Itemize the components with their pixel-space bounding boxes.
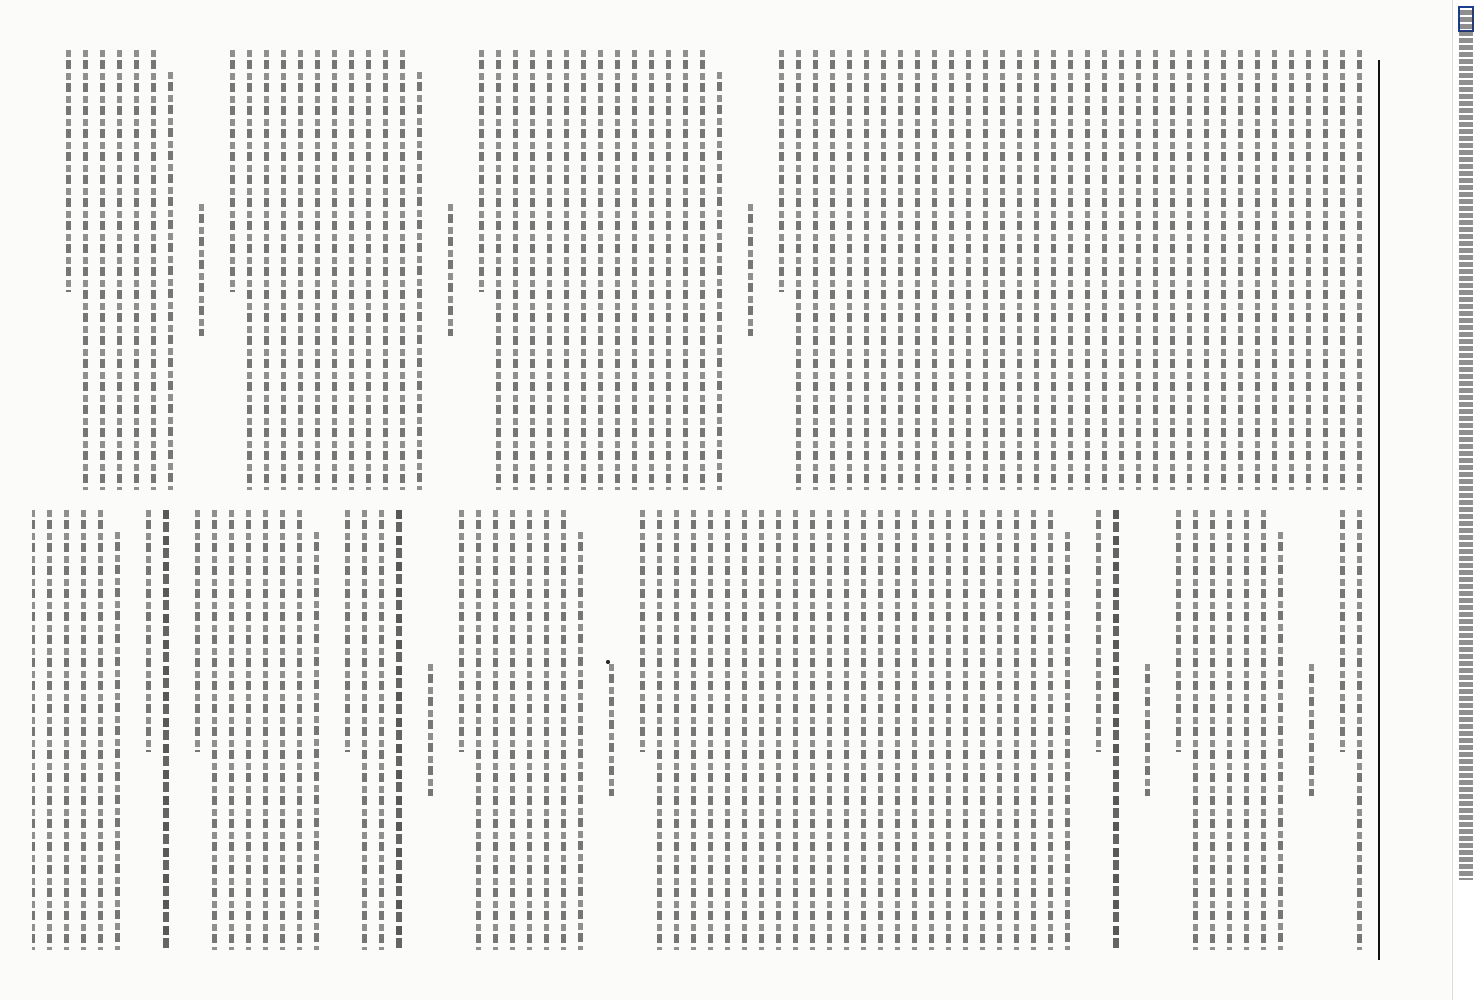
text-line <box>609 664 614 796</box>
text-line <box>748 204 753 336</box>
text-line <box>581 50 586 490</box>
text-line <box>448 204 453 336</box>
text-line <box>1136 50 1141 490</box>
text-line <box>1204 50 1209 490</box>
text-line <box>47 510 52 950</box>
paragraph-gap <box>1314 510 1328 950</box>
text-line <box>1227 510 1232 950</box>
text-line <box>983 50 988 490</box>
paragraph-gap <box>120 510 134 950</box>
text-line <box>263 510 268 950</box>
text-line <box>1357 50 1362 490</box>
text-line <box>547 50 552 490</box>
text-line <box>898 50 903 490</box>
text-line <box>1340 50 1345 490</box>
text-line <box>332 50 337 490</box>
paragraph-gap <box>173 50 187 490</box>
text-line <box>345 510 350 752</box>
text-line <box>280 510 285 950</box>
header-rule <box>1378 60 1380 960</box>
text-line <box>246 510 251 950</box>
text-line <box>966 50 971 490</box>
text-line <box>932 50 937 490</box>
text-line <box>513 50 518 490</box>
text-line <box>115 532 120 950</box>
paragraph-gap <box>614 510 628 950</box>
text-line <box>229 510 234 950</box>
text-line <box>1000 50 1005 490</box>
text-line <box>1153 50 1158 490</box>
text-line <box>946 510 951 950</box>
text-line <box>366 50 371 490</box>
text-line <box>895 510 900 950</box>
scanner-attribution-sidebar <box>1452 0 1479 1000</box>
text-line <box>881 50 886 490</box>
text-line <box>117 50 122 490</box>
text-line <box>349 50 354 490</box>
text-line <box>847 50 852 490</box>
paragraph-gap <box>319 510 333 950</box>
text-line <box>417 72 422 490</box>
paragraph-gap <box>583 510 597 950</box>
text-line <box>1340 510 1345 752</box>
text-line <box>561 510 566 950</box>
text-line <box>1221 50 1226 490</box>
text-line <box>199 204 204 336</box>
text-line <box>362 510 367 950</box>
text-line <box>83 50 88 490</box>
text-line <box>963 510 968 950</box>
text-line <box>742 510 747 950</box>
text-line <box>98 510 103 950</box>
text-line <box>428 664 433 796</box>
text-line <box>1238 50 1243 490</box>
text-line <box>779 50 784 292</box>
text-line <box>997 510 1002 950</box>
text-line <box>100 50 105 490</box>
text-line <box>912 510 917 950</box>
text-line <box>657 510 662 950</box>
text-line <box>649 50 654 490</box>
text-line <box>168 72 173 490</box>
text-line <box>1193 510 1198 950</box>
text-line <box>708 510 713 950</box>
paragraph-gap <box>1150 510 1164 950</box>
text-line <box>493 510 498 950</box>
text-line <box>264 50 269 490</box>
text-line <box>1357 510 1362 950</box>
text-line <box>578 532 583 950</box>
text-line <box>1051 50 1056 490</box>
text-line <box>396 510 402 950</box>
text-line <box>683 50 688 490</box>
text-line <box>796 50 801 490</box>
text-line <box>691 510 696 950</box>
text-line <box>66 50 71 292</box>
text-line <box>298 50 303 490</box>
paragraph-gap <box>722 50 736 490</box>
text-line <box>247 50 252 490</box>
text-line <box>1014 510 1019 950</box>
text-line <box>1176 510 1181 752</box>
text-line <box>1096 510 1101 752</box>
text-line <box>230 50 235 292</box>
text-line <box>632 50 637 490</box>
text-line <box>929 510 934 950</box>
text-line <box>1145 664 1150 796</box>
text-line <box>598 50 603 490</box>
text-line <box>810 510 815 950</box>
text-line <box>564 50 569 490</box>
text-line <box>1278 532 1283 950</box>
text-line <box>1085 50 1090 490</box>
text-line <box>980 510 985 950</box>
text-line <box>212 510 217 950</box>
text-line <box>281 50 286 490</box>
text-line <box>813 50 818 490</box>
paragraph-gap <box>169 510 183 950</box>
text-line <box>1210 510 1215 950</box>
paragraph-gap <box>1283 510 1297 950</box>
text-line <box>151 50 156 490</box>
text-line <box>496 50 501 490</box>
text-line <box>1068 50 1073 490</box>
text-line <box>615 50 620 490</box>
paragraph-gap <box>1119 510 1133 950</box>
text-line <box>400 50 405 490</box>
text-line <box>915 50 920 490</box>
paragraph-gap <box>1070 510 1084 950</box>
text-line <box>1065 532 1070 950</box>
text-line <box>1170 50 1175 490</box>
text-line <box>1034 50 1039 490</box>
text-line <box>383 50 388 490</box>
text-line <box>1272 50 1277 490</box>
text-line <box>195 510 200 752</box>
text-line <box>314 532 319 950</box>
text-line <box>725 510 730 950</box>
paragraph-gap <box>204 50 218 490</box>
text-line <box>1119 50 1124 490</box>
text-line <box>640 510 645 752</box>
text-line <box>134 50 139 490</box>
paragraph-gap <box>453 50 467 490</box>
text-line <box>1289 50 1294 490</box>
text-line <box>315 50 320 490</box>
text-line <box>32 510 35 950</box>
paragraph-gap <box>433 510 447 950</box>
text-line <box>830 50 835 490</box>
text-line <box>878 510 883 950</box>
text-line <box>1048 510 1053 950</box>
text-line <box>163 510 169 950</box>
text-line <box>864 50 869 490</box>
text-line <box>1323 50 1328 490</box>
text-line <box>861 510 866 950</box>
text-line <box>530 50 535 490</box>
text-line <box>379 510 384 950</box>
right-text-column <box>32 510 1362 950</box>
text-line <box>674 510 679 950</box>
page-speck <box>606 660 610 664</box>
text-line <box>1261 510 1266 950</box>
text-line <box>759 510 764 950</box>
text-line <box>1017 50 1022 490</box>
paragraph-gap <box>422 50 436 490</box>
text-line <box>1102 50 1107 490</box>
paragraph-gap <box>753 50 767 490</box>
text-line <box>1031 510 1036 950</box>
text-line <box>1255 50 1260 490</box>
text-line <box>949 50 954 490</box>
text-line <box>476 510 481 950</box>
text-line <box>297 510 302 950</box>
text-line <box>793 510 798 950</box>
text-line <box>844 510 849 950</box>
text-line <box>510 510 515 950</box>
left-text-column <box>32 50 1362 490</box>
text-line <box>459 510 464 752</box>
paragraph-gap <box>402 510 416 950</box>
text-line <box>717 72 722 490</box>
text-line <box>827 510 832 950</box>
text-line <box>527 510 532 950</box>
text-line <box>146 510 151 752</box>
text-line <box>666 50 671 490</box>
text-line <box>1113 510 1119 950</box>
text-line <box>81 510 86 950</box>
text-line <box>1309 664 1314 796</box>
text-line <box>700 50 705 490</box>
text-line <box>1306 50 1311 490</box>
attribution-text <box>1459 10 1473 880</box>
text-line <box>1187 50 1192 490</box>
text-line <box>544 510 549 950</box>
text-line <box>776 510 781 950</box>
text-line <box>64 510 69 950</box>
text-line <box>1244 510 1249 950</box>
text-line <box>479 50 484 292</box>
